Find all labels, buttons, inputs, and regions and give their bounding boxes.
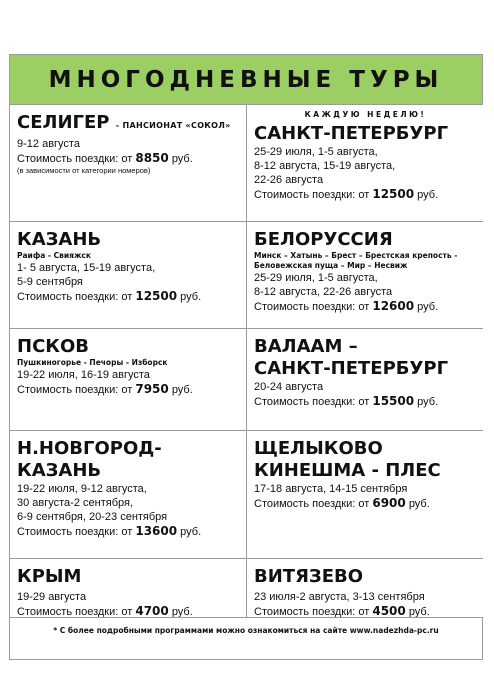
tour-price: Стоимость поездки: от 12500 руб. <box>17 289 202 303</box>
tour-name: Н.НОВГОРОД- КАЗАНЬ <box>17 438 162 481</box>
tour-dates: 1- 5 августа, 15-19 августа, 5-9 сентября <box>17 262 156 288</box>
tour-price: Стоимость поездки: от 12600 руб. <box>254 299 439 313</box>
footer-note: * С более подробными программами можно ознакомиться на сайте www.nadezhda-pc.ru <box>53 626 439 635</box>
tour-subtitle: - ПАНСИОНАТ «СОКОЛ» <box>115 121 231 130</box>
tour-card-spb <box>247 105 483 222</box>
tour-card-kazan <box>10 222 247 329</box>
tour-dates: 25-29 июля, 1-5 августа, 8-12 августа, 22-26 августа <box>254 272 393 298</box>
tour-name: ЩЕЛЫКОВО КИНЕШМА - ПЛЕС <box>254 438 441 481</box>
tour-name: БЕЛОРУССИЯ <box>254 229 393 250</box>
tour-name: СЕЛИГЕР - ПАНСИОНАТ «СОКОЛ» <box>17 112 231 133</box>
tour-price: Стоимость поездки: от 6900 руб. <box>254 496 430 510</box>
tour-price: Стоимость поездки: от 13600 руб. <box>17 524 202 538</box>
tour-route: Минск – Хатынь – Брест – Брестская крепость - Беловежская пуща – Мир – Несвиж <box>254 251 458 270</box>
tour-route: Раифа - Свияжск <box>17 251 91 260</box>
tour-dates: 19-22 июля, 16-19 августа <box>17 369 150 381</box>
tour-name: ВАЛААМ – САНКТ-ПЕТЕРБУРГ <box>254 336 449 379</box>
tour-card-seliger <box>10 105 247 222</box>
price-note: (в зависимости от категории номеров) <box>17 166 151 175</box>
tour-card-vityazevo <box>247 559 483 618</box>
tour-price: Стоимость поездки: от 4500 руб. <box>254 604 430 618</box>
tour-price: Стоимость поездки: от 8850 руб. <box>17 151 193 165</box>
tour-card-novgorod-kazan <box>10 431 247 559</box>
tour-dates: 17-18 августа, 14-15 сентября <box>254 483 408 495</box>
tour-price: Стоимость поездки: от 4700 руб. <box>17 604 193 618</box>
tour-dates: 25-29 июля, 1-5 августа, 8-12 августа, 15-19 августа, 22-26 августа <box>254 146 396 186</box>
tour-card-pskov <box>10 329 247 431</box>
tour-route: Пушкиногорье - Печоры - Изборск <box>17 358 168 367</box>
tour-card-valaam <box>247 329 483 431</box>
tour-name: КАЗАНЬ <box>17 229 102 250</box>
tour-price: Стоимость поездки: от 15500 руб. <box>254 394 439 408</box>
tour-dates: 19-29 августа <box>17 591 87 603</box>
tour-card-shchelykovo <box>247 431 483 559</box>
tour-dates: 19-22 июля, 9-12 августа, 30 августа-2 сентября, 6-9 сентября, 20-23 сентября <box>17 483 168 523</box>
tour-name: ВИТЯЗЕВО <box>254 566 364 587</box>
tour-card-crimea <box>10 559 247 618</box>
tour-dates: 23 июля-2 августа, 3-13 сентября <box>254 591 425 603</box>
weekly-badge: КАЖДУЮ НЕДЕЛЮ! <box>304 110 427 119</box>
page-title: МНОГОДНЕВНЫЕ ТУРЫ <box>48 66 444 93</box>
tour-name: САНКТ-ПЕТЕРБУРГ <box>254 123 449 144</box>
tour-name: ПСКОВ <box>17 336 90 357</box>
tour-price: Стоимость поездки: от 12500 руб. <box>254 187 439 201</box>
tour-dates: 20-24 августа <box>254 381 324 393</box>
tour-price: Стоимость поездки: от 7950 руб. <box>17 382 193 396</box>
tour-dates: 9-12 августа <box>17 138 80 150</box>
tour-name: КРЫМ <box>17 566 82 587</box>
tour-grid <box>10 105 482 618</box>
header-banner <box>10 55 482 105</box>
tour-card-belarus <box>247 222 483 329</box>
tour-sheet <box>9 54 483 660</box>
